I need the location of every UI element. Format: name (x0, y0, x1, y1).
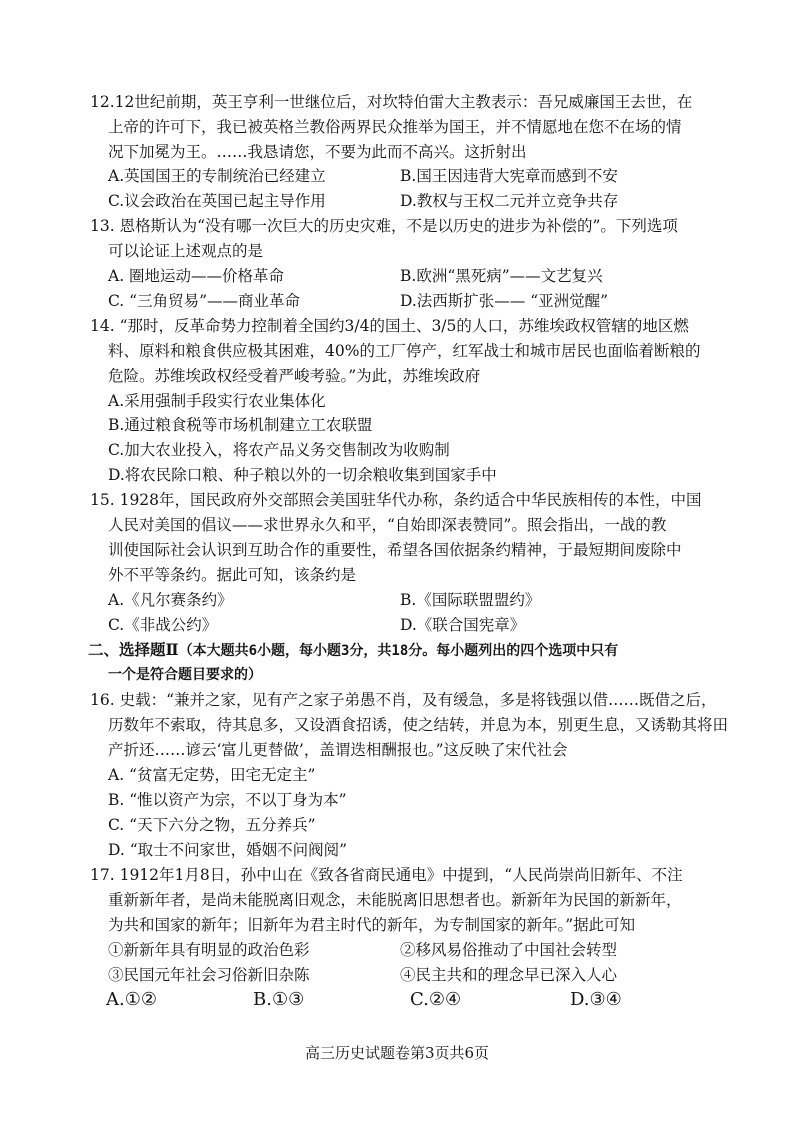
q12-option-b: B.国王因违背大宪章而感到不安 (400, 167, 618, 185)
q15-option-b: B.《国际联盟盟约》 (400, 591, 541, 609)
page-footer: 高三历史试题卷第3页共6页 (304, 1044, 490, 1062)
q15-stem-line3: 训使国际社会认识到互助合作的重要性，希望各国依据条约精神，于最短期间废除中 (108, 541, 682, 559)
q15-stem-line2: 人民对美国的倡议——求世界永久和平，“自始即深表赞同”。照会指出，一战的教 (108, 516, 667, 534)
q13-option-a: A. 圈地运动——价格革命 (108, 267, 285, 285)
q14-option-c: C.加大农业投入，将农产品义务交售制改为收购制 (108, 441, 450, 459)
q16-option-b: B. “惟以资产为宗，不以丁身为本” (108, 791, 347, 809)
q17-item-2: ②移风易俗推动了中国社会转型 (400, 941, 618, 959)
q16-stem-line3: 产折还……谚云‘富儿更替做’，盖谓迭相酬报也。”这反映了宋代社会 (108, 741, 568, 759)
q17-option-b: B.①③ (253, 989, 305, 1010)
q17-option-c: C.②④ (410, 989, 462, 1010)
q14-stem-line2: 料、原料和粮食供应极其困难，40%的工厂停产，红军战士和城市居民也面临着断粮的 (108, 342, 701, 360)
q12-stem-line3: 况下加冕为王。……我恳请您，不要为此而不高兴。这折射出 (108, 143, 527, 161)
q13-stem-line2: 可以论证上述观点的是 (108, 242, 264, 260)
q17-stem-line3: 为共和国家的新年；旧新年为君主时代的新年，为专制国家的新年。”据此可知 (108, 916, 636, 934)
q12-option-a: A.英国国王的专制统治已经建立 (108, 167, 326, 185)
section-heading (88, 640, 618, 661)
q13-option-b: B.欧洲“黑死病”——文艺复兴 (400, 267, 603, 285)
q12-option-c: C.议会政治在英国已起主导作用 (108, 192, 326, 210)
q13-option-c: C. “三角贸易”——商业革命 (108, 292, 301, 310)
q12-stem-line2: 上帝的许可下，我已被英格兰教俗两界民众推举为国王，并不情愿地在您不在场的情 (108, 118, 682, 136)
q12-option-d: D.教权与王权二元并立竞争共存 (400, 192, 619, 210)
q17-option-d: D.③④ (570, 989, 622, 1010)
q15-option-c: C.《非战公约》 (108, 616, 218, 634)
q16-option-d: D. “取士不问家世，婚姻不问阀阅” (108, 841, 348, 859)
q17-stem-line1: 17. 1912年1月8日，孙中山在《致各省商民通电》中提到，“人民尚崇尚旧新年、不注 (90, 866, 683, 884)
q15-stem-line4: 外不平等条约。据此可知，该条约是 (108, 566, 357, 584)
section-instructions-line1: （本大题共6小题，每小题3分，共18分。每小题列出的四个选项中只有 (178, 643, 619, 659)
q14-option-b: B.通过粮食税等市场机制建立工农联盟 (108, 416, 373, 434)
q13-stem-line1: 13. 恩格斯认为“没有哪一次巨大的历史灾难，不是以历史的进步为补偿的”。下列选项 (90, 217, 678, 235)
q13-option-d: D.法西斯扩张—— “亚洲觉醒” (400, 292, 609, 310)
q14-option-d: D.将农民除口粮、种子粮以外的一切余粮收集到国家手中 (108, 466, 497, 484)
q15-option-d: D.《联合国宪章》 (400, 616, 526, 634)
q17-item-4: ④民主共和的理念早已深入人心 (400, 966, 618, 984)
q15-option-a: A.《凡尔赛条约》 (108, 591, 233, 609)
q16-option-c: C. “天下六分之物，五分养兵” (108, 816, 316, 834)
q17-option-a: A.①② (106, 989, 157, 1010)
q14-option-a: A.采用强制手段实行农业集体化 (108, 392, 326, 410)
q12-stem-line1: 12.12世纪前期，英王亨利一世继位后，对坎特伯雷大主教表示：吾兄威廉国王去世，在 (90, 93, 693, 111)
section-instructions-line2: 一个是符合题目要求的） (108, 667, 262, 683)
q17-item-3: ③民国元年社会习俗新旧杂陈 (108, 966, 310, 984)
q17-stem-line2: 重新新年者，是尚未能脱离旧观念，未能脱离旧思想者也。新新年为民国的新新年， (108, 891, 682, 909)
q14-stem-line3: 危险。苏维埃政权经受着严峻考验。”为此，苏维埃政府 (108, 367, 481, 385)
q16-stem-line2: 历数年不索取，待其息多，又设酒食招诱，使之结转，并息为本，别更生息，又诱勒其将田 (108, 716, 729, 734)
section-title: 二、选择题Ⅱ (88, 640, 179, 659)
q16-option-a: A. “贫富无定势，田宅无定主” (108, 766, 316, 784)
q16-stem-line1: 16. 史载：“兼并之家，见有产之家子弟愚不肖，及有缓急，多是将钱强以借……既借之后， (90, 691, 717, 709)
q14-stem-line1: 14. “那时，反革命势力控制着全国约3/4的国土、3/5的人口，苏维埃政权管辖的地区燃 (90, 317, 689, 335)
q15-stem-line1: 15. 1928年，国民政府外交部照会美国驻华代办称，条约适合中华民族相传的本性，中国 (90, 491, 702, 509)
q17-item-1: ①新新年具有明显的政治色彩 (108, 941, 310, 959)
